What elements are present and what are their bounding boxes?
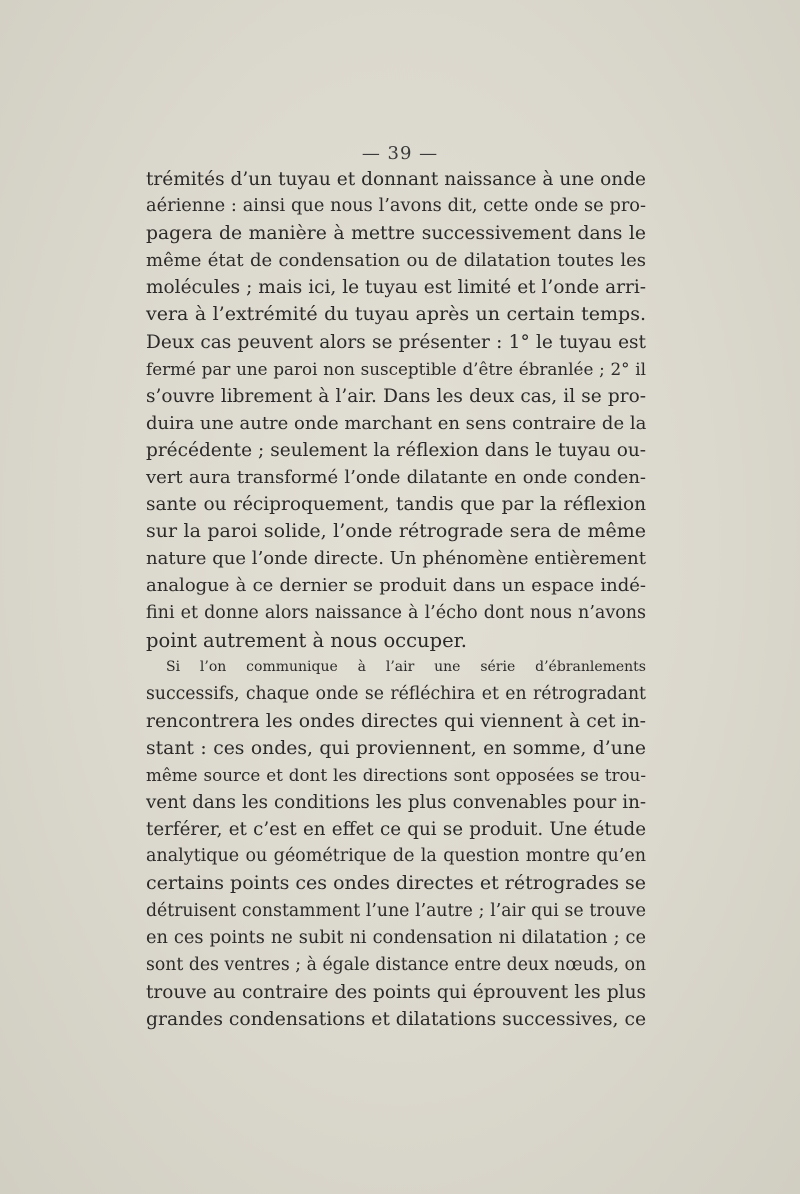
text-line: molécules ; mais ici, le tuyau est limité et l’onde arri- (146, 277, 646, 299)
text-line: fermé par une paroi non susceptible d’être ébranlée ; 2° il (146, 358, 646, 379)
text-line: analogue à ce dernier se produit dans un espace indé- (146, 575, 646, 597)
text-line: vera à l’extrémité du tuyau après un certain temps. (146, 303, 646, 326)
text-line: s’ouvre librement à l’air. Dans les deux cas, il se pro- (146, 385, 646, 407)
text-line: certains points ces ondes directes et rétrogrades se (146, 872, 646, 895)
text-line: analytique ou géométrique de la question montre qu’en (146, 846, 646, 867)
text-line: vent dans les conditions les plus convenables pour in- (146, 792, 646, 814)
text-line: duira une autre onde marchant en sens contraire de la (146, 412, 647, 434)
text-line: sante ou réciproquement, tandis que par la réflexion (146, 494, 646, 516)
text-line: pagera de manière à mettre successivement dans le (146, 223, 646, 245)
body-text (146, 166, 646, 1033)
text-line: trouve au contraire des points qui éprouvent les plus (146, 981, 646, 1003)
text-line: rencontrera les ondes directes qui viennent à cet in- (146, 710, 646, 732)
text-line: sur la paroi solide, l’onde rétrograde sera de même (146, 520, 646, 543)
text-line: point autrement à nous occuper. (146, 628, 467, 652)
text-line: trémités d’un tuyau et donnant naissance à une onde (146, 169, 646, 190)
text-line: aérienne : ainsi que nous l’avons dit, cette onde se pro- (146, 196, 646, 217)
text-line: Si l’on communique à l’air une série d’ébranlements (166, 658, 646, 675)
text-line: fini et donne alors naissance à l’écho dont nous n’avons (146, 602, 646, 623)
text-line: Deux cas peuvent alors se présenter : 1° le tuyau est (146, 331, 646, 353)
text-line: en ces points ne subit ni condensation ni dilatation ; ce (146, 927, 646, 948)
text-line: terférer, et c’est en effet ce qui se produit. Une étude (146, 819, 646, 841)
text-line: stant : ces ondes, qui proviennent, en somme, d’une (146, 737, 646, 759)
text-line: vert aura transformé l’onde dilatante en onde conden- (146, 467, 646, 489)
text-line: nature que l’onde directe. Un phénomène entièrement (146, 548, 646, 570)
text-line: grandes condensations et dilatations successives, ce (146, 1008, 647, 1030)
text-line: même état de condensation ou de dilatation toutes les (146, 250, 646, 272)
text-line: sont des ventres ; à égale distance entre deux nœuds, on (146, 954, 646, 975)
text-line: détruisent constamment l’une l’autre ; l’air qui se trouve (146, 900, 646, 921)
text-line: même source et dont les directions sont opposées se trou- (146, 765, 646, 786)
text-line: précédente ; seulement la réflexion dans le tuyau ou- (146, 439, 646, 461)
page-number: — 39 — (361, 143, 439, 164)
text-line: successifs, chaque onde se réfléchira et en rétrogradant (146, 683, 646, 704)
